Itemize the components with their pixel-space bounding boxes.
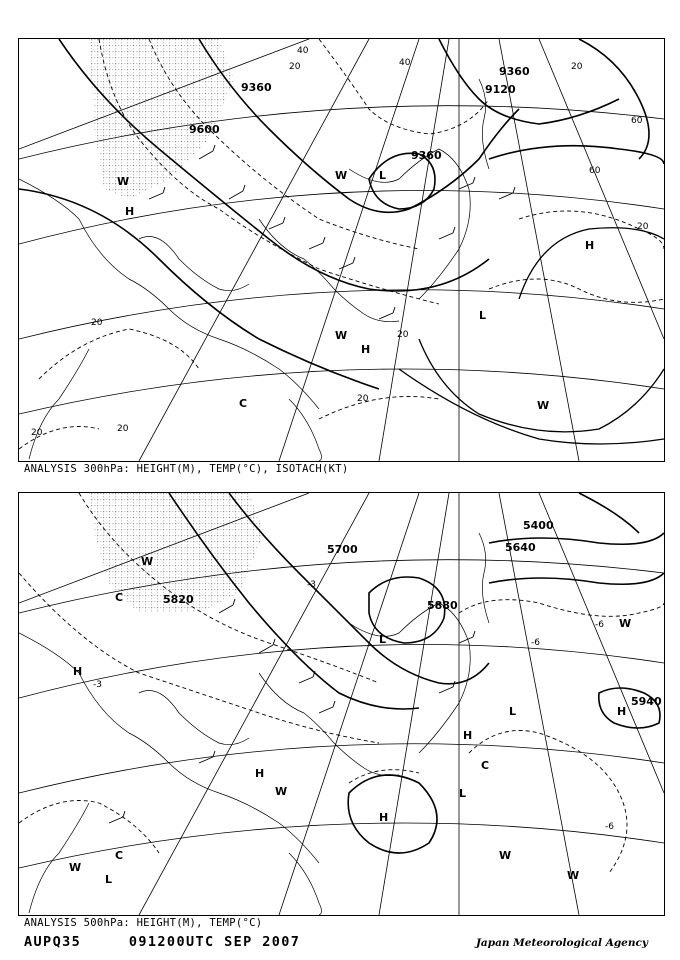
isotach-label: 20 — [357, 394, 369, 404]
isotach-label: 20 — [289, 62, 301, 72]
height-label: 5820 — [163, 593, 194, 606]
height-label: 9360 — [499, 65, 530, 78]
pressure-center-high: H — [255, 767, 265, 780]
pressure-center-low: L — [379, 633, 387, 646]
pressure-center-low: L — [105, 873, 113, 886]
air-mass-label: W — [537, 399, 550, 412]
pressure-center-low: L — [479, 309, 487, 322]
isotach-label: 20 — [91, 318, 103, 328]
height-label: 5700 — [327, 543, 358, 556]
isotach-label: 20 — [571, 62, 583, 72]
isotach-label: 40 — [297, 46, 309, 56]
pressure-center-high: H — [379, 811, 389, 824]
coastline — [19, 533, 489, 915]
pressure-center-high: H — [463, 729, 473, 742]
isotach-label: 20 — [117, 424, 129, 434]
valid-time: 091200UTC SEP 2007 — [128, 934, 301, 950]
air-mass-label: W — [335, 169, 348, 182]
pressure-center-low: L — [379, 169, 387, 182]
caption-500hpa: ANALYSIS 500hPa: HEIGHT(M), TEMP(°C) — [24, 917, 263, 929]
air-mass-label: C — [481, 759, 490, 772]
caption-300hpa: ANALYSIS 300hPa: HEIGHT(M), TEMP(°C), ISOTACH(KT) — [24, 463, 349, 475]
pressure-center-low: L — [459, 787, 467, 800]
cold-region-hatch — [89, 39, 234, 199]
isotach-contours — [399, 228, 664, 444]
isotach-label: 60 — [631, 116, 643, 126]
air-mass-label: W — [69, 861, 82, 874]
issuer-credit: Japan Meteorological Agency — [475, 937, 648, 949]
height-label: 5640 — [505, 541, 536, 554]
pressure-center-high: H — [361, 343, 371, 356]
height-label: 5940 — [631, 695, 662, 708]
map-500-svg — [19, 493, 664, 915]
air-mass-label: W — [619, 617, 632, 630]
temperature-label: -3 — [93, 680, 102, 690]
temperature-label: -3 — [307, 580, 316, 590]
air-mass-label: W — [275, 785, 288, 798]
isotach-label: 20 — [637, 222, 649, 232]
air-mass-label: W — [567, 869, 580, 882]
pressure-center-high: H — [73, 665, 83, 678]
air-mass-label: C — [115, 849, 124, 862]
height-label: 9360 — [241, 81, 272, 94]
air-mass-label: W — [335, 329, 348, 342]
pressure-center-high: H — [617, 705, 627, 718]
analysis-300hpa-map — [18, 38, 665, 462]
map-300-svg — [19, 39, 664, 461]
air-mass-label: C — [239, 397, 248, 410]
chart-identifier — [24, 934, 300, 950]
wind-barbs — [109, 599, 475, 823]
analysis-500hpa-map — [18, 492, 665, 916]
wind-barbs — [149, 145, 515, 319]
temperature-label: -6 — [531, 638, 540, 648]
height-label: 9120 — [485, 83, 516, 96]
pressure-center-low: L — [509, 705, 517, 718]
isotach-label: 40 — [399, 58, 411, 68]
height-label: 9360 — [411, 149, 442, 162]
coastline — [19, 79, 489, 461]
isotach-label: 20 — [31, 428, 43, 438]
pressure-center-high: H — [125, 205, 135, 218]
isotach-label: 20 — [397, 330, 409, 340]
temperature-label: -6 — [595, 620, 604, 630]
air-mass-label: W — [499, 849, 512, 862]
isotach-label: 60 — [589, 166, 601, 176]
chart-code: AUPQ35 — [24, 934, 82, 950]
height-label: 5880 — [427, 599, 458, 612]
air-mass-label: C — [115, 591, 124, 604]
height-label: 9600 — [189, 123, 220, 136]
temperature-label: -6 — [605, 822, 614, 832]
air-mass-label: W — [117, 175, 130, 188]
height-label: 5400 — [523, 519, 554, 532]
pressure-center-high: H — [585, 239, 595, 252]
air-mass-label: W — [141, 555, 154, 568]
